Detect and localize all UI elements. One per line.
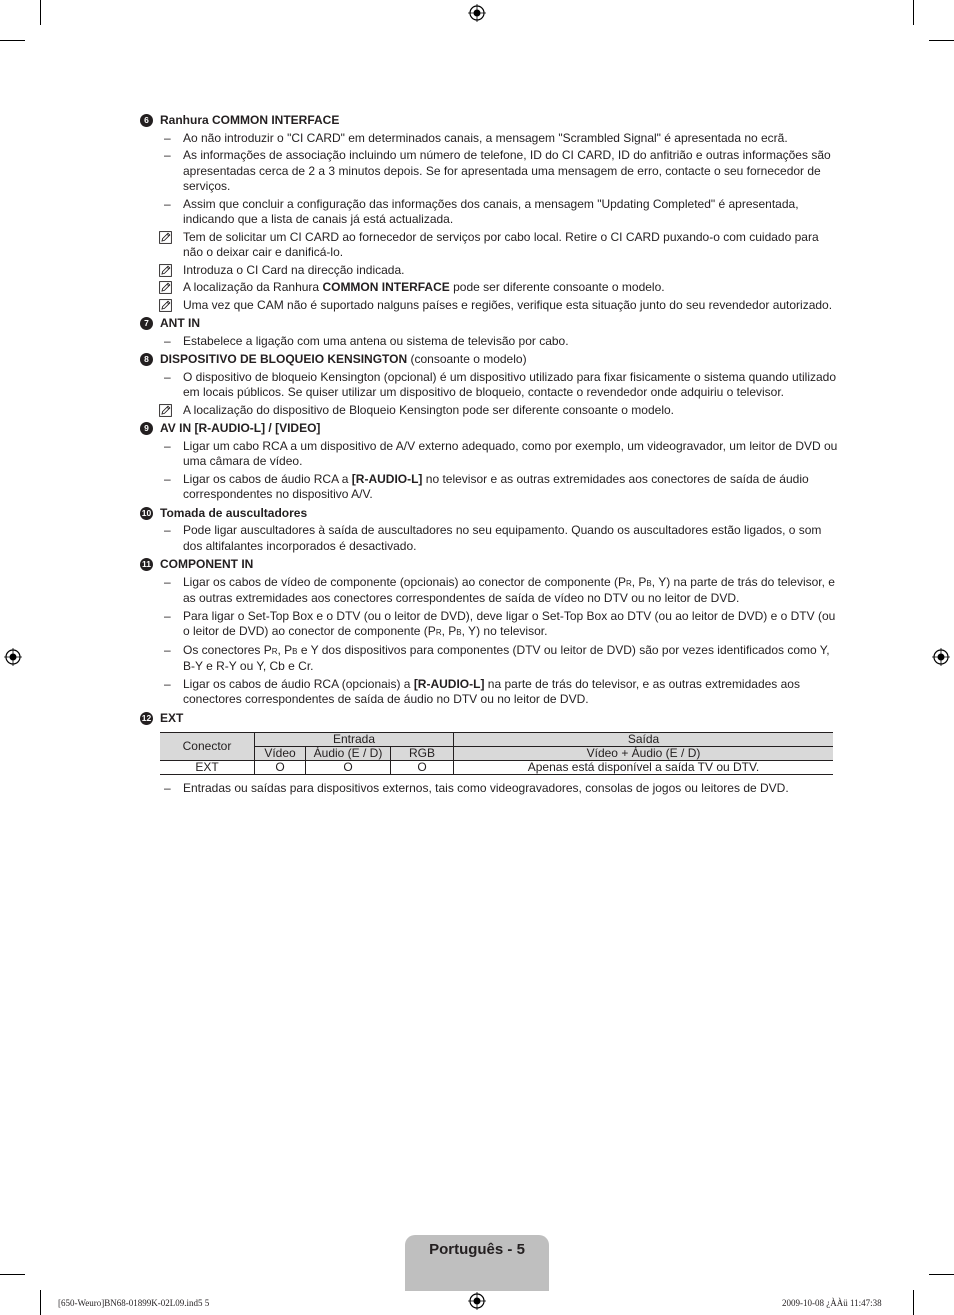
crop-mark xyxy=(40,1290,41,1315)
note-item xyxy=(140,280,840,296)
note-bullet xyxy=(140,280,183,296)
section-heading xyxy=(140,352,840,368)
dash-bullet xyxy=(140,439,183,470)
registration-mark-icon xyxy=(468,1292,486,1310)
section-title: ANT IN xyxy=(160,316,200,330)
crop-mark xyxy=(0,1274,25,1275)
section-title: DISPOSITIVO DE BLOQUEIO KENSINGTON (consoante o modelo) xyxy=(160,352,527,366)
ext-table-cell: O xyxy=(391,761,454,775)
ext-table-header-rgb: RGB xyxy=(391,747,454,761)
section-list xyxy=(140,113,840,726)
section-title: AV IN [R-AUDIO-L] / [VIDEO] xyxy=(160,421,321,435)
item-text: Ao não introduzir o "CI CARD" em determinados canais, a mensagem "Scrambled Signal" é apresentada no ecrã. xyxy=(183,130,788,145)
ext-table-cell: O xyxy=(306,761,391,775)
note-icon xyxy=(159,404,172,417)
section-number-badge: 8 xyxy=(140,353,153,366)
item-text: O dispositivo de bloqueio Kensington (opcional) é um dispositivo utilizado para fixar fisicamente o sistema quando utilizado em locais públicos. Se quiser utilizar um dispositivo de bloqueio, contacte o revendedor onde adquiriu o televisor. xyxy=(183,369,837,399)
item-text: A localização do dispositivo de Bloqueio Kensington pode ser diferente consoante o modelo. xyxy=(183,402,674,417)
list-item xyxy=(140,643,840,675)
item-text: Os conectores PR, PB e Y dos dispositivos para componentes (DTV ou leitor de DVD) são por vezes identificados como Y, B-Y e R-Y ou Y, Cb e Cr. xyxy=(183,642,830,673)
section-heading xyxy=(140,316,840,332)
manual-content xyxy=(140,110,840,797)
item-text: Ligar os cabos de áudio RCA (opcionais) a [R-AUDIO-L] na parte de trás do televisor, e as outras extremidades aos conectores correspondentes de saída de áudio no DTV ou no leitor de DVD. xyxy=(183,676,800,706)
list-item xyxy=(140,370,840,401)
list-item xyxy=(140,472,840,503)
ext-table-cell: EXT xyxy=(160,761,255,775)
note-item xyxy=(140,230,840,261)
section-heading xyxy=(140,113,840,129)
ext-table-header-video: Vídeo xyxy=(255,747,306,761)
item-text: Ligar os cabos de vídeo de componente (opcionais) ao conector de componente (PR, PB, Y) na parte de trás do televisor, e as outras extremidades aos conectores correspondentes de saída de vídeo no DTV ou no leitor de DVD. xyxy=(183,574,835,605)
dash-bullet xyxy=(140,609,183,641)
section-number-badge: 10 xyxy=(141,507,152,518)
section-title: Tomada de auscultadores xyxy=(160,505,308,520)
page-number-label: Português - 5 xyxy=(429,1241,525,1258)
item-text: Assim que concluir a configuração das informações dos canais, a mensagem "Updating Completed" é apresentada, indicando que a lista de canais já está actualizada. xyxy=(183,196,799,226)
registration-mark-icon xyxy=(932,648,950,666)
dash-bullet xyxy=(140,643,183,675)
list-item xyxy=(140,131,840,147)
print-slug-left: [650-Weuro]BN68-01899K-02L09.ind5 5 xyxy=(58,1298,210,1308)
section-heading xyxy=(140,711,840,727)
dash-bullet xyxy=(140,334,183,350)
note-bullet xyxy=(140,298,183,314)
item-text: Ligar os cabos de áudio RCA a [R-AUDIO-L] no televisor e as outras extremidades aos conectores de saída de áudio correspondentes no dispositivo A/V. xyxy=(183,471,809,501)
section-heading xyxy=(140,557,840,573)
crop-mark xyxy=(0,40,25,41)
section-title: COMPONENT IN xyxy=(160,557,254,571)
item-text: Tem de solicitar um CI CARD ao fornecedor de serviços por cabo local. Retire o CI CARD puxando-o com cuidado para não o deixar cair e danificá-lo. xyxy=(183,229,819,259)
dash-bullet xyxy=(140,197,183,228)
list-item xyxy=(140,609,840,641)
section-number-badge: 12 xyxy=(141,712,152,723)
section-number-badge: 6 xyxy=(140,114,153,127)
dash-bullet xyxy=(140,131,183,147)
item-text: Para ligar o Set-Top Box e o DTV (ou o leitor de DVD), deve ligar o Set-Top Box ao DTV (ou ao leitor de DVD) e o DTV (ou o leitor de DVD) ao conector de componente (PR, PB, Y) no televisor. xyxy=(183,608,836,638)
item-text: Entradas ou saídas para dispositivos externos, tais como videogravadores, consolas de jogos ou leitores de DVD. xyxy=(183,781,789,795)
list-item xyxy=(140,523,840,554)
list-item xyxy=(140,575,840,607)
ext-table-cell: Apenas está disponível a saída TV ou DTV. xyxy=(454,761,834,775)
list-item xyxy=(140,677,840,708)
dash-bullet xyxy=(140,523,183,554)
dash-bullet xyxy=(140,575,183,607)
list-item xyxy=(140,197,840,228)
section-title: EXT xyxy=(160,710,184,725)
ext-table-header-saida-sub: Vídeo + Áudio (E / D) xyxy=(454,747,834,761)
section-number-badge: 9 xyxy=(140,422,153,435)
note-item xyxy=(140,263,840,279)
dash-bullet xyxy=(140,677,183,708)
ext-table-header-entrada: Entrada xyxy=(255,733,454,747)
crop-mark xyxy=(40,0,41,25)
item-text: Introduza o CI Card na direcção indicada. xyxy=(183,262,405,277)
registration-mark-icon xyxy=(468,4,486,22)
item-text: Estabelece a ligação com uma antena ou sistema de televisão por cabo. xyxy=(183,333,569,348)
list-item xyxy=(140,148,840,195)
dash-bullet xyxy=(140,781,183,797)
registration-mark-icon xyxy=(4,648,22,666)
note-item xyxy=(140,403,840,419)
table-row xyxy=(160,761,833,775)
list-item xyxy=(140,439,840,470)
section-heading xyxy=(140,506,840,522)
note-icon xyxy=(159,299,172,312)
ext-table-cell: O xyxy=(255,761,306,775)
item-text: Pode ligar auscultadores à saída de auscultadores no seu equipamento. Quando os auscultadores estão ligados, o som dos altifalantes incorporados é desactivado. xyxy=(183,523,822,553)
ext-table-header-conector: Conector xyxy=(160,733,255,761)
item-text: Uma vez que CAM não é suportado nalguns países e regiões, verifique esta situação junto do seu revendedor autorizado. xyxy=(183,297,833,312)
section-number-badge: 7 xyxy=(140,317,153,330)
dash-bullet xyxy=(140,148,183,195)
ext-table-header-audio: Áudio (E / D) xyxy=(306,747,391,761)
dash-bullet xyxy=(140,370,183,401)
item-text: Ligar um cabo RCA a um dispositivo de A/V externo adequado, como por exemplo, um videogravador, um leitor de DVD ou uma câmara de vídeo. xyxy=(183,438,838,468)
crop-mark xyxy=(929,1274,954,1275)
crop-mark xyxy=(913,1290,914,1315)
note-bullet xyxy=(140,263,183,279)
item-text: As informações de associação incluindo um número de telefone, ID do CI CARD, ID do anfitrião e outras informações são apresentadas cerca de 2 a 3 minutos depois. Se for apresentada uma mensagem de erro, contacte o seu fornecedor de serviços. xyxy=(183,148,831,193)
crop-mark xyxy=(913,0,914,25)
ext-table-header-saida: Saída xyxy=(454,733,834,747)
dash-bullet xyxy=(140,472,183,503)
note-icon xyxy=(159,281,172,294)
note-item xyxy=(140,298,840,314)
note-icon xyxy=(159,231,172,244)
section-heading xyxy=(140,421,840,437)
list-item xyxy=(140,781,840,797)
ext-table xyxy=(160,732,833,775)
section-title: Ranhura COMMON INTERFACE xyxy=(160,113,340,127)
note-bullet xyxy=(140,230,183,261)
print-slug-right: 2009-10-08 ¿ÀÀü 11:47:38 xyxy=(782,1298,882,1308)
list-item xyxy=(140,334,840,350)
crop-mark xyxy=(929,40,954,41)
section-number-badge: 11 xyxy=(142,559,151,569)
note-bullet xyxy=(140,403,183,419)
item-text: A localização da Ranhura COMMON INTERFACE pode ser diferente consoante o modelo. xyxy=(183,280,665,294)
note-icon xyxy=(159,264,172,277)
